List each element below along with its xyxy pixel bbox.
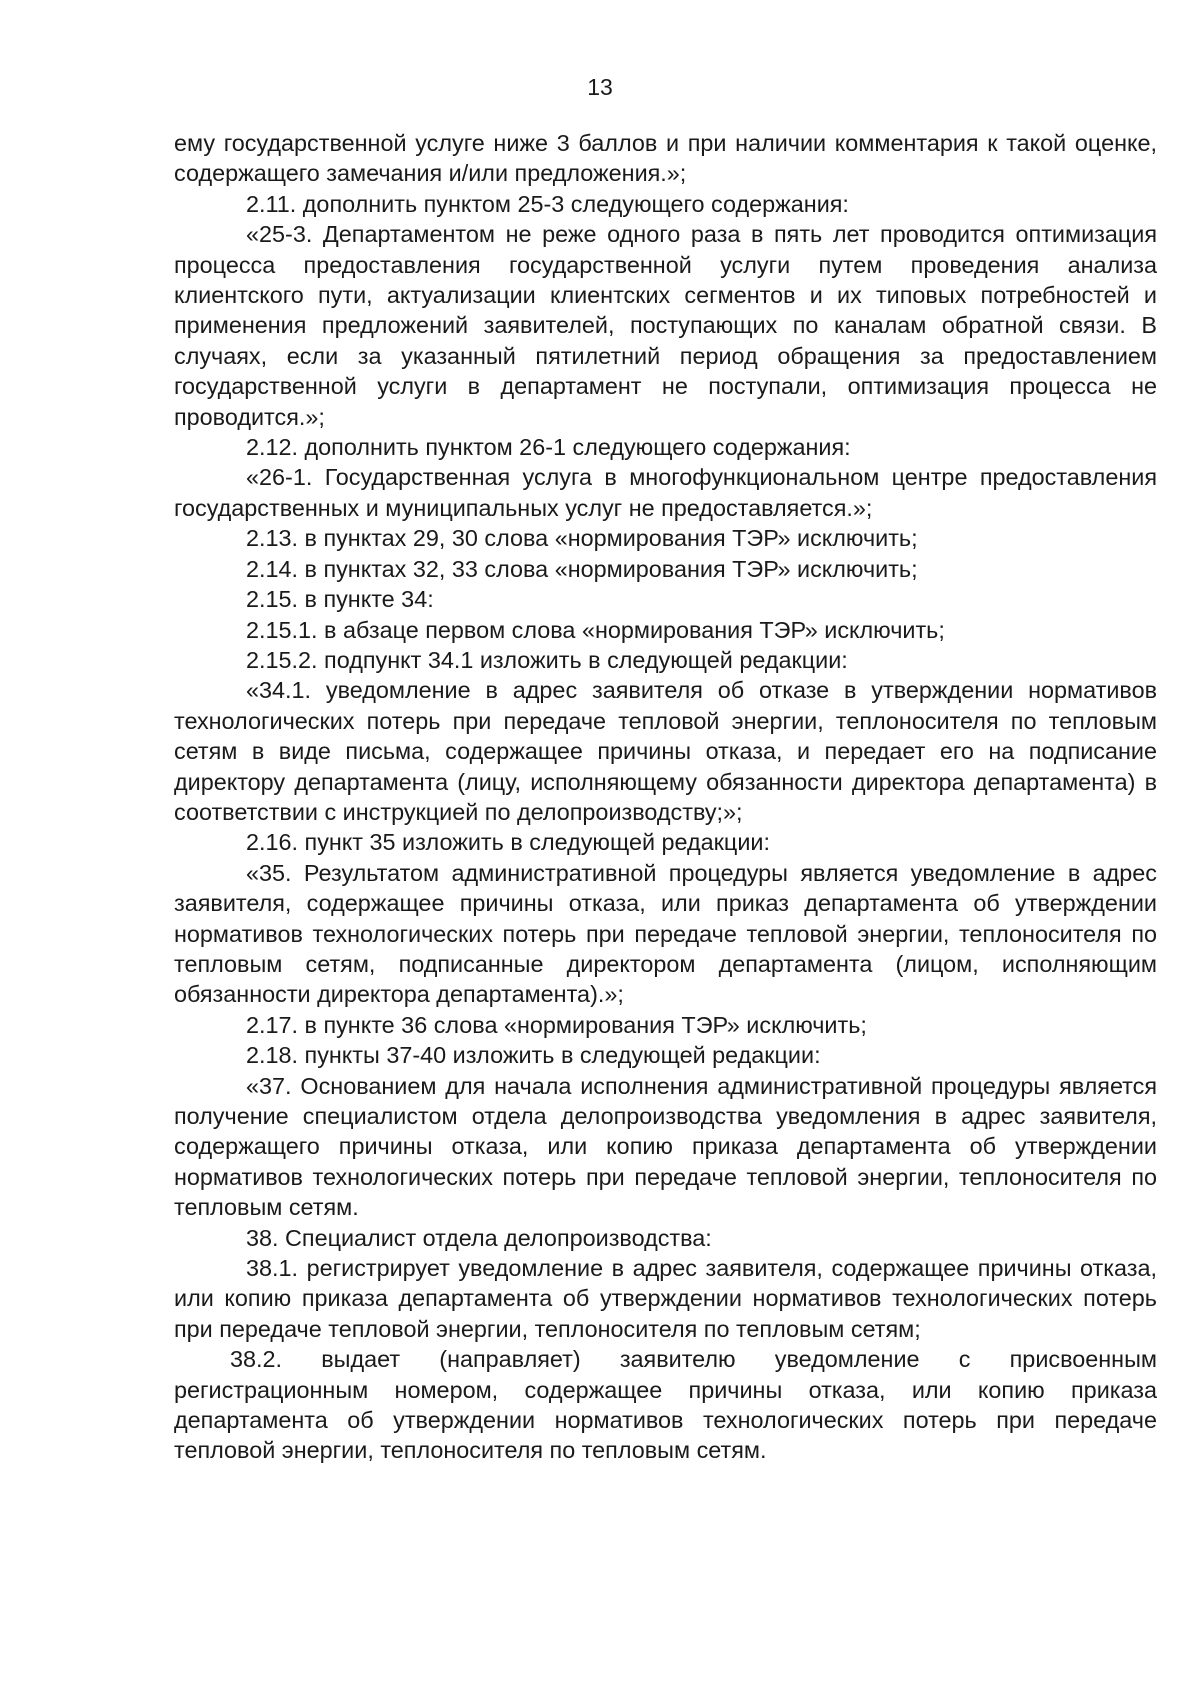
paragraph-item-38-1: 38.1. регистрирует уведомление в адрес заявителя, содержащее причины отказа, или копию приказа департамента об утверждении нормативов технологических потерь при передаче тепловой энергии, теплоносителя по тепловым сетям; bbox=[174, 1255, 1157, 1342]
paragraph-quote-35: «35. Результатом административной процедуры является уведомление в адрес заявителя, содержащее причины отказа, или приказ департамента об утверждении нормативов технологических потерь при передаче тепловой энергии, теплоносителя по тепловым сетям, подписанные директором департамента (лицом, исполняющим обязанности директора департамента).»; bbox=[174, 859, 1157, 1008]
paragraph-item-38: 38. Специалист отдела делопроизводства: bbox=[246, 1224, 712, 1251]
paragraph-item-2-11: 2.11. дополнить пунктом 25-3 следующего содержания: bbox=[246, 190, 849, 217]
paragraph-item-38-2: 38.2. выдает (направляет) заявителю уведомление с присвоенным регистрационным номером, содержащее причины отказа, или копию приказа департамента об утверждении нормативов технологических потерь при передаче тепловой энергии, теплоносителя по тепловым сетям. bbox=[174, 1346, 1157, 1464]
paragraph-item-2-16: 2.16. пункт 35 изложить в следующей редакции: bbox=[246, 829, 770, 856]
document-body bbox=[174, 128, 1157, 1466]
paragraph-item-2-15-1: 2.15.1. в абзаце первом слова «нормирования ТЭР» исключить; bbox=[246, 616, 945, 643]
paragraph-item-2-18: 2.18. пункты 37-40 изложить в следующей редакции: bbox=[246, 1042, 821, 1069]
paragraph-item-2-14: 2.14. в пунктах 32, 33 слова «нормирования ТЭР» исключить; bbox=[246, 555, 918, 582]
paragraph-item-2-17: 2.17. в пункте 36 слова «нормирования ТЭР» исключить; bbox=[246, 1011, 867, 1038]
paragraph-continuation: ему государственной услуге ниже 3 баллов и при наличии комментария к такой оценке, содержащего замечания и/или предложения.»; bbox=[174, 130, 1157, 187]
paragraph-quote-34-1: «34.1. уведомление в адрес заявителя об отказе в утверждении нормативов технологических потерь при передаче тепловой энергии, теплоносителя по тепловым сетям в виде письма, содержащее причины отказа, и передает его на подписание директору департамента (лицу, исполняющему обязанности директора департамента) в соответствии с инструкцией по делопроизводству;»; bbox=[174, 677, 1157, 825]
paragraph-quote-37: «37. Основанием для начала исполнения административной процедуры является получение специалистом отдела делопроизводства уведомления в адрес заявителя, содержащего причины отказа, или копию приказа департамента об утверждении нормативов технологических потерь при передаче тепловой энергии, теплоносителя по тепловым сетям. bbox=[174, 1072, 1157, 1221]
paragraph-item-2-15: 2.15. в пункте 34: bbox=[246, 586, 434, 613]
page-number: 13 bbox=[587, 74, 613, 100]
paragraph-item-2-13: 2.13. в пунктах 29, 30 слова «нормирования ТЭР» исключить; bbox=[246, 525, 918, 552]
paragraph-item-2-12: 2.12. дополнить пунктом 26-1 следующего содержания: bbox=[246, 434, 851, 461]
paragraph-quote-25-3: «25-3. Департаментом не реже одного раза в пять лет проводится оптимизация процесса предоставления государственной услуги путем проведения анализа клиентского пути, актуализации клиентских сегментов и их типовых потребностей и применения предложений заявителей, поступающих по каналам обратной связи. В случаях, если за указанный пятилетний период обращения за предоставлением государственной услуги в департамент не поступали, оптимизация процесса не проводится.»; bbox=[174, 221, 1157, 430]
paragraph-item-2-15-2: 2.15.2. подпункт 34.1 изложить в следующей редакции: bbox=[246, 646, 848, 673]
paragraph-quote-26-1: «26-1. Государственная услуга в многофункциональном центре предоставления государственных и муниципальных услуг не предоставляется.»; bbox=[174, 464, 1157, 521]
